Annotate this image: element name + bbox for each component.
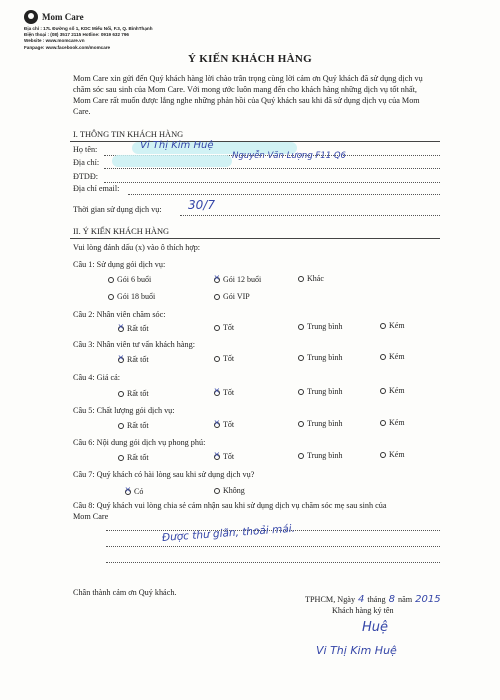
q5-average[interactable]: Trung bình <box>298 419 343 428</box>
q3-very-good[interactable]: × Rất tốt <box>118 355 149 364</box>
q6-good[interactable]: × Tốt <box>214 452 234 461</box>
q5-label: Câu 5: Chất lượng gói dịch vụ: <box>73 406 175 415</box>
q2-label: Câu 2: Nhân viên chăm sóc: <box>73 310 166 319</box>
company-header <box>24 10 284 51</box>
radio-icon <box>118 423 124 429</box>
q7-label: Câu 7: Quý khách có hài lòng sau khi sử dụng dịch vụ? <box>73 470 255 479</box>
service-time-label: Thời gian sử dụng dịch vụ: <box>73 205 162 214</box>
signature[interactable]: Huệ <box>362 620 389 635</box>
radio-checked-icon <box>118 357 124 363</box>
radio-icon <box>214 325 220 331</box>
sign-year[interactable]: 2015 <box>415 594 441 605</box>
email-line <box>128 194 440 195</box>
email-label: Địa chỉ email: <box>73 184 120 193</box>
q3-average[interactable]: Trung bình <box>298 353 343 362</box>
phone-line <box>104 182 440 183</box>
q8-label-line1: Câu 8: Quý khách vui lòng chia sẻ cảm nhận sau khi sử dụng dịch vụ chăm sóc mẹ sau sinh của <box>73 501 387 510</box>
q1-option-12[interactable]: × Gói 12 buổi <box>214 275 261 284</box>
name-value[interactable]: Vi Thị Kim Huệ <box>140 140 214 151</box>
company-website: Website : www.momcare.vn <box>24 38 85 44</box>
radio-icon <box>380 388 386 394</box>
signed-name[interactable]: Vi Thị Kim Huệ <box>316 644 397 657</box>
q8-answer[interactable]: Được thư giãn, thoải mái. <box>161 522 296 544</box>
address-redaction <box>112 155 232 167</box>
q1-option-vip[interactable]: Gói VIP <box>214 292 250 301</box>
radio-checked-icon <box>214 422 220 428</box>
thanks-text: Chân thành cảm ơn Quý khách. <box>73 588 177 597</box>
radio-icon <box>108 294 114 300</box>
section2-rule <box>70 238 440 239</box>
radio-icon <box>214 488 220 494</box>
q7-yes[interactable]: × Có <box>125 487 143 496</box>
section1-heading: I. THÔNG TIN KHÁCH HÀNG <box>73 130 184 139</box>
q4-very-good[interactable]: Rất tốt <box>118 389 149 398</box>
company-fanpage: Fanpage: www.facebook.com/momcare <box>24 44 111 50</box>
instruction: Vui lòng đánh dấu (x) vào ô thích hợp: <box>73 243 201 252</box>
radio-checked-icon <box>214 277 220 283</box>
radio-icon <box>380 323 386 329</box>
q3-label: Câu 3: Nhân viên tư vấn khách hàng: <box>73 340 195 349</box>
q6-poor[interactable]: Kém <box>380 450 405 459</box>
sign-date: TPHCM, Ngày 4 tháng 8 năm 2015 <box>305 594 441 605</box>
q1-option-other[interactable]: Khác <box>298 274 324 283</box>
company-address: Địa chỉ : 17L Đường số 1, KDC Miếu Nổi, F.3, Q. BìnhThạnh <box>24 26 153 31</box>
sign-label: Khách hàng ký tên <box>332 606 394 615</box>
q1-label: Câu 1: Sử dụng gói dịch vụ: <box>73 260 166 269</box>
service-time-value[interactable]: 30/7 <box>188 198 215 212</box>
q6-very-good[interactable]: Rất tốt <box>118 453 149 462</box>
q2-poor[interactable]: Kém <box>380 321 405 330</box>
q3-poor[interactable]: Kém <box>380 352 405 361</box>
radio-checked-icon <box>125 489 131 495</box>
q5-good[interactable]: × Tốt <box>214 420 234 429</box>
q3-good[interactable]: Tốt <box>214 354 234 363</box>
sign-day[interactable]: 4 <box>358 594 365 605</box>
name-label: Họ tên: <box>73 145 98 154</box>
q5-poor[interactable]: Kém <box>380 418 405 427</box>
radio-checked-icon <box>214 454 220 460</box>
service-time-line <box>180 215 440 216</box>
company-phone: Điện thoại : (08) 3517 2115 Hotline: 0919 632 796 <box>24 32 129 38</box>
radio-checked-icon <box>118 326 124 332</box>
section2-heading: II. Ý KIẾN KHÁCH HÀNG <box>73 227 170 236</box>
q4-label: Câu 4: Giá cả: <box>73 373 121 382</box>
radio-icon <box>298 355 304 361</box>
radio-icon <box>298 453 304 459</box>
radio-icon <box>380 354 386 360</box>
phone-label: ĐTDĐ: <box>73 172 99 181</box>
q2-very-good[interactable]: × Rất tốt <box>118 324 149 333</box>
q1-option-6[interactable]: Gói 6 buổi <box>108 275 151 284</box>
radio-icon <box>298 324 304 330</box>
q8-line-2 <box>106 546 440 547</box>
q6-average[interactable]: Trung bình <box>298 451 343 460</box>
q7-no[interactable]: Không <box>214 486 245 495</box>
momcare-logo-icon <box>24 10 38 24</box>
q5-very-good[interactable]: Rất tốt <box>118 421 149 430</box>
address-line <box>104 168 440 169</box>
radio-icon <box>214 356 220 362</box>
radio-icon <box>298 389 304 395</box>
brand-name: Mom Care <box>42 12 84 22</box>
radio-checked-icon <box>214 390 220 396</box>
sign-month[interactable]: 8 <box>388 594 395 605</box>
q2-average[interactable]: Trung bình <box>298 322 343 331</box>
intro-paragraph: Mom Care xin gửi đến Quý khách hàng lời chào trân trọng cùng lời cảm ơn Quý khách đã sử dụng dịch vụ chăm sóc sau sinh của Mom Care. Với mong ước luôn mang đến cho khách hàng những dịch vụ tốt nhất, Mom Care rất muốn được lắng nghe những phản hồi của Quý khách sau khi đã sử dụng dịch vụ của Mom Care. <box>73 74 423 116</box>
q6-label: Câu 6: Nội dung gói dịch vụ phong phú: <box>73 438 206 447</box>
radio-icon <box>298 276 304 282</box>
q4-average[interactable]: Trung bình <box>298 387 343 396</box>
radio-icon <box>118 455 124 461</box>
q4-poor[interactable]: Kém <box>380 386 405 395</box>
address-label: Địa chỉ: <box>73 158 100 167</box>
radio-icon <box>380 420 386 426</box>
radio-icon <box>298 421 304 427</box>
radio-icon <box>380 452 386 458</box>
radio-icon <box>108 277 114 283</box>
form-title: Ý KIẾN KHÁCH HÀNG <box>188 53 312 65</box>
q1-option-18[interactable]: Gói 18 buổi <box>108 292 155 301</box>
logo <box>24 10 284 24</box>
radio-icon <box>118 391 124 397</box>
address-value[interactable]: Nguyễn Văn Lượng F11 Q6 <box>232 151 346 161</box>
q8-label-line2: Mom Care <box>73 512 109 521</box>
q4-good[interactable]: × Tốt <box>214 388 234 397</box>
radio-icon <box>214 294 220 300</box>
q8-line-3 <box>106 562 440 563</box>
q2-good[interactable]: Tốt <box>214 323 234 332</box>
